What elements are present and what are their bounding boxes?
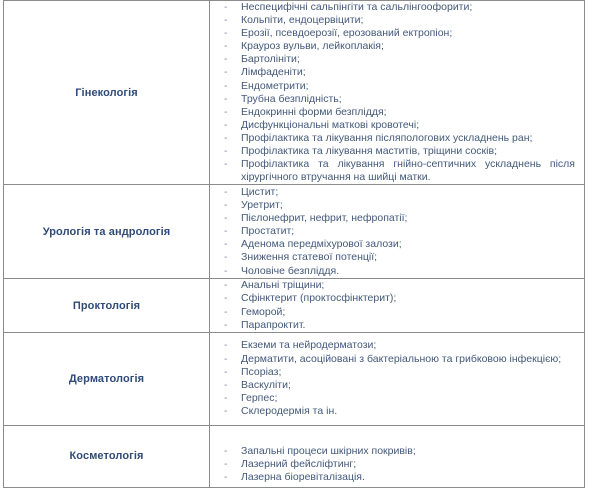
list-item-text: Лімфаденіти; [241, 66, 306, 79]
list-item [210, 471, 584, 484]
list-item-text: Склеродермія та ін. [241, 404, 338, 417]
dash-icon: - [224, 445, 228, 458]
indications-list [210, 339, 584, 418]
list-item [210, 379, 584, 392]
list-item [210, 366, 584, 379]
dash-icon: - [224, 79, 228, 92]
list-item [210, 158, 584, 184]
category-label: Косметологія [69, 450, 144, 463]
dash-icon: - [224, 131, 228, 144]
list-item [210, 93, 584, 106]
list-item [210, 80, 584, 93]
dash-icon: - [224, 251, 228, 264]
list-item-text: Профілактика та лікування маститів, тріщини сосків; [241, 145, 497, 158]
list-item-text: Ендокринні форми безпліддя; [241, 105, 387, 118]
list-item-text: Пієлонефрит, нефрит, нефропатії; [241, 212, 408, 225]
indications-cell-cosmetology [210, 425, 585, 487]
list-item [210, 14, 584, 27]
list-item-text: Дисфункціональні маткові кровотечі; [241, 118, 420, 131]
list-item [210, 1, 584, 14]
list-item-text: Простатит; [241, 225, 295, 238]
category-cell-cosmetology [4, 425, 210, 487]
indications-cell-proctology [210, 279, 585, 332]
list-item [210, 306, 584, 319]
category-cell-dermatology [4, 332, 210, 425]
indications-list [210, 279, 584, 331]
list-item-text: Трубна безплідність; [241, 92, 342, 105]
list-item-text: Ерозії, псевдоерозії, ерозований ектропіон; [241, 27, 453, 40]
list-item [210, 392, 584, 405]
dash-icon: - [224, 264, 228, 277]
table-row [4, 185, 585, 279]
list-item-text: Цистит; [241, 185, 279, 198]
dash-icon: - [224, 14, 228, 27]
specialties-table [3, 0, 585, 488]
list-item [210, 132, 584, 145]
indications-list [210, 186, 584, 278]
dash-icon: - [224, 53, 228, 66]
category-label: Урологія та андрологія [42, 225, 171, 238]
list-item [210, 292, 584, 305]
list-item [210, 119, 584, 132]
dash-icon: - [224, 404, 228, 417]
list-item-text: Герпес; [241, 391, 278, 404]
dash-icon: - [224, 66, 228, 79]
list-item [210, 405, 584, 418]
dash-icon: - [224, 391, 228, 404]
list-item-text: Аденома передміхурової залози; [241, 238, 402, 251]
dash-icon: - [224, 158, 228, 171]
dash-icon: - [224, 339, 228, 352]
list-item [210, 319, 584, 332]
dash-icon: - [224, 225, 228, 238]
list-item [210, 238, 584, 251]
list-item-text: Неспецифічні сальпінгіти та сальлінгоофорити; [241, 1, 473, 13]
list-item-text: Кольпіти, ендоцервіцити; [241, 14, 364, 27]
list-item-text: Бартолініти; [241, 53, 300, 66]
dash-icon: - [224, 318, 228, 331]
indications-cell-gynecology [210, 1, 585, 185]
list-item [210, 212, 584, 225]
list-item [210, 445, 584, 458]
list-item-text: Лазерний фейсліфтинг; [241, 458, 357, 471]
table-row [4, 279, 585, 332]
list-item [210, 339, 584, 352]
dash-icon: - [224, 199, 228, 212]
category-cell-gynecology [4, 1, 210, 185]
list-item [210, 40, 584, 53]
dash-icon: - [224, 471, 228, 484]
list-item-text: Сфінктерит (проктосфінктерит); [241, 292, 397, 305]
dash-icon: - [224, 279, 228, 292]
dash-icon: - [224, 238, 228, 251]
list-item-text: Лазерна біоревіталізація. [241, 471, 365, 484]
indications-list [210, 1, 584, 184]
indications-list [210, 428, 584, 484]
dash-icon: - [224, 185, 228, 198]
dash-icon: - [224, 352, 228, 365]
list-item [210, 145, 584, 158]
dash-icon: - [224, 1, 228, 13]
indications-cell-urology [210, 185, 585, 279]
list-item-text: Васкуліти; [241, 378, 291, 391]
list-item [210, 265, 584, 278]
dash-icon: - [224, 40, 228, 53]
list-item-text: Геморой; [241, 305, 286, 318]
list-item [210, 279, 584, 292]
list-item [210, 458, 584, 471]
dash-icon: - [224, 212, 228, 225]
dash-icon: - [224, 458, 228, 471]
dash-icon: - [224, 305, 228, 318]
list-item-text: Чоловіче безпліддя. [241, 264, 340, 277]
list-item [210, 27, 584, 40]
table-row [4, 425, 585, 487]
list-item [210, 225, 584, 238]
category-cell-urology [4, 185, 210, 279]
category-label: Проктологія [72, 299, 141, 312]
list-item [210, 53, 584, 66]
list-item-text: Профілактика та лікування післяпологових ускладнень ран; [241, 131, 533, 144]
list-item [210, 353, 584, 366]
list-item-text: Крауроз вульви, лейкоплакія; [241, 40, 384, 53]
dash-icon: - [224, 365, 228, 378]
dash-icon: - [224, 292, 228, 305]
table-row [4, 332, 585, 425]
table-body [4, 1, 585, 488]
list-item [210, 66, 584, 79]
dash-icon: - [224, 92, 228, 105]
category-label: Дерматологія [68, 372, 145, 385]
list-item-text: Анальні тріщини; [241, 279, 325, 292]
list-item [210, 106, 584, 119]
dash-icon: - [224, 118, 228, 131]
indications-cell-dermatology [210, 332, 585, 425]
list-item-text: Ендометрити; [241, 79, 309, 92]
list-item-text: Запальні процеси шкірних покривів; [241, 445, 416, 458]
list-item-text: Парапроктит. [241, 318, 306, 331]
list-item-text: Профілактика та лікування гнійно-септичних ускладнень після хірургічного втручання на шийці матки. [241, 158, 575, 184]
list-item-text: Уретрит; [241, 199, 283, 212]
list-item-text: Екземи та нейродерматози; [241, 339, 377, 352]
list-item-text: Дерматити, асоційовані з бактеріальною та грибковою інфекцією; [241, 352, 562, 365]
list-item [210, 251, 584, 264]
list-item-text: Псоріаз; [241, 365, 282, 378]
dash-icon: - [224, 145, 228, 158]
dash-icon: - [224, 105, 228, 118]
list-item-text: Зниження статевої потенції; [241, 251, 378, 264]
category-label: Гінекологія [75, 86, 138, 99]
table-row [4, 1, 585, 185]
list-item [210, 199, 584, 212]
dash-icon: - [224, 27, 228, 40]
list-item [210, 186, 584, 199]
category-cell-proctology [4, 279, 210, 332]
dash-icon: - [224, 378, 228, 391]
